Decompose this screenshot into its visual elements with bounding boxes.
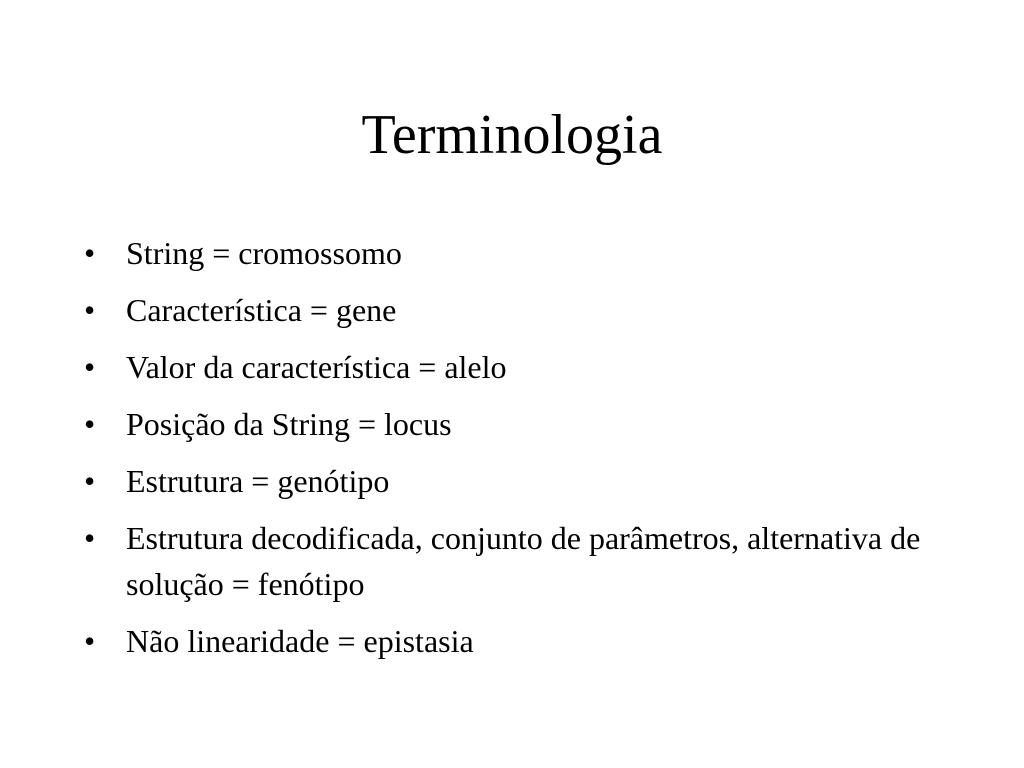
list-item bbox=[84, 401, 944, 447]
bullet-icon: • bbox=[84, 406, 96, 442]
bullet-icon: • bbox=[84, 235, 96, 271]
list-item-text: Valor da característica = alelo bbox=[126, 349, 507, 385]
list-item bbox=[84, 230, 944, 276]
list-item bbox=[84, 458, 944, 504]
bullet-icon: • bbox=[84, 520, 96, 556]
list-item-text: String = cromossomo bbox=[126, 235, 402, 271]
list-item bbox=[84, 344, 944, 390]
list-item-text: Estrutura = genótipo bbox=[126, 463, 390, 499]
bullet-icon: • bbox=[84, 292, 96, 328]
list-item bbox=[84, 515, 944, 607]
slide-title: Terminologia bbox=[361, 104, 663, 166]
list-item bbox=[84, 618, 944, 664]
bullet-icon: • bbox=[84, 623, 96, 659]
list-item-text: Característica = gene bbox=[126, 292, 397, 328]
bullet-list bbox=[84, 230, 944, 675]
bullet-icon: • bbox=[84, 349, 96, 385]
list-item bbox=[84, 287, 944, 333]
list-item-text: Não linearidade = epistasia bbox=[126, 623, 474, 659]
list-item-text: Estrutura decodificada, conjunto de parâmetros, alternativa de solução = fenótipo bbox=[126, 520, 921, 602]
bullet-icon: • bbox=[84, 463, 96, 499]
list-item-text: Posição da String = locus bbox=[126, 406, 452, 442]
